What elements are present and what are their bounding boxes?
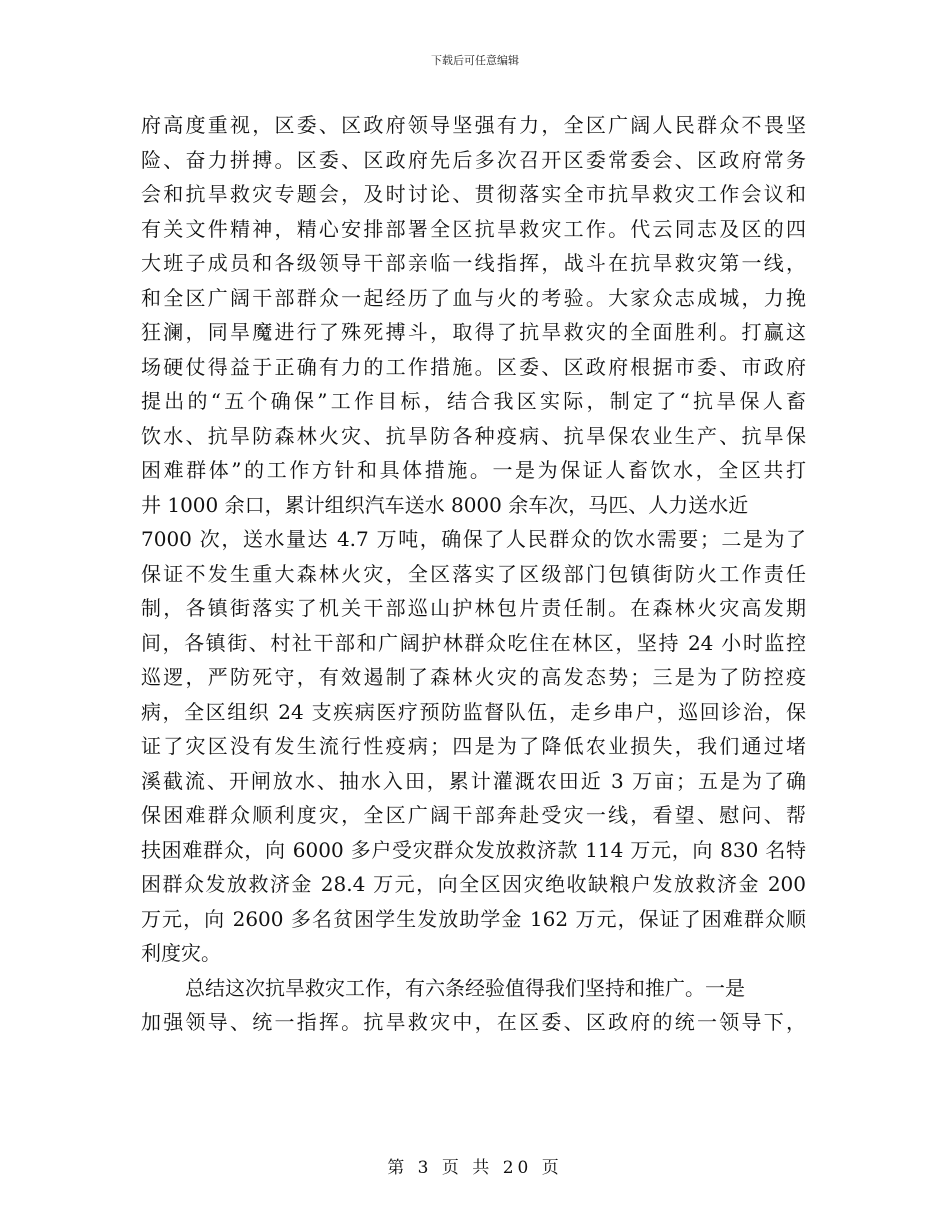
text-line: 狂澜，同旱魔进行了殊死搏斗，取得了抗旱救灾的全面胜利。打赢这 (141, 320, 806, 344)
text-line: 提出的“五个确保”工作目标，结合我区实际，制定了“抗旱保人畜 (141, 389, 806, 413)
text-line: 会和抗旱救灾专题会，及时讨论、贯彻落实全市抗旱救灾工作会议和 (141, 182, 806, 206)
text-line: 困难群体”的工作方针和具体措施。一是为保证人畜饮水，全区共打 (141, 458, 806, 482)
page-header: 下载后可任意编辑 (431, 54, 519, 67)
text-line: 饮水、抗旱防森林火灾、抗旱防各种疫病、抗旱保农业生产、抗旱保 (141, 423, 806, 448)
text-line: 有关文件精神，精心安排部署全区抗旱救灾工作。代云同志及区的四 (141, 216, 806, 241)
text-line: 大班子成员和各级领导干部亲临一线指挥，战斗在抗旱救灾第一线， (141, 251, 806, 275)
text-line: 溪截流、开闸放水、抽水入田，累计灌溉农田近 3 万亩；五是为了确 (141, 768, 806, 793)
text-line: 和全区广阔干部群众一起经历了血与火的考验。大家众志成城，力挽 (141, 285, 806, 310)
text-line: 困群众发放救济金 28.4 万元，向全区因灾绝收缺粮户发放救济金 200 (141, 872, 806, 896)
text-line: 万元，向 2600 多名贫困学生发放助学金 162 万元，保证了困难群众顺 (141, 906, 806, 931)
text-line: 利度灾。 (141, 941, 221, 965)
text-line: 保证不发生重大森林火灾，全区落实了区级部门包镇街防火工作责任 (141, 561, 806, 586)
text-line: 府高度重视，区委、区政府领导坚强有力，全区广阔人民群众不畏坚 (141, 113, 806, 137)
body-text (141, 108, 806, 1040)
text-line: 扶困难群众，向 6000 多户受灾群众发放救济款 114 万元，向 830 名特 (141, 837, 806, 862)
page-footer: 第 3 页 共 20 页 (387, 1158, 563, 1178)
text-line: 加强领导、统一指挥。抗旱救灾中，在区委、区政府的统一领导下， (141, 1010, 806, 1034)
text-line: 总结这次抗旱救灾工作，有六条经验值得我们坚持和推广。一是 (185, 975, 745, 1000)
text-line: 场硬仗得益于正确有力的工作措施。区委、区政府根据市委、市政府 (141, 354, 806, 379)
text-line: 病，全区组织 24 支疾病医疗预防监督队伍，走乡串户，巡回诊治，保 (141, 699, 806, 724)
text-line: 7000 次，送水量达 4.7 万吨，确保了人民群众的饮水需要；二是为了 (141, 527, 806, 551)
text-line: 巡逻，严防死守，有效遏制了森林火灾的高发态势；三是为了防控疫 (141, 665, 806, 689)
text-line: 间，各镇街、村社干部和广阔护林群众吃住在林区，坚持 24 小时监控 (141, 630, 806, 655)
text-line: 险、奋力拼搏。区委、区政府先后多次召开区委常委会、区政府常务 (141, 147, 806, 172)
text-line: 保困难群众顺利度灾，全区广阔干部奔赴受灾一线，看望、慰问、帮 (141, 803, 806, 827)
text-line: 制，各镇街落实了机关干部巡山护林包片责任制。在森林火灾高发期 (141, 596, 806, 620)
text-line: 证了灾区没有发生流行性疫病；四是为了降低农业损失，我们通过堵 (141, 734, 806, 758)
text-line: 井 1000 余口，累计组织汽车送水 8000 余车次，马匹、人力送水近 (141, 492, 749, 517)
